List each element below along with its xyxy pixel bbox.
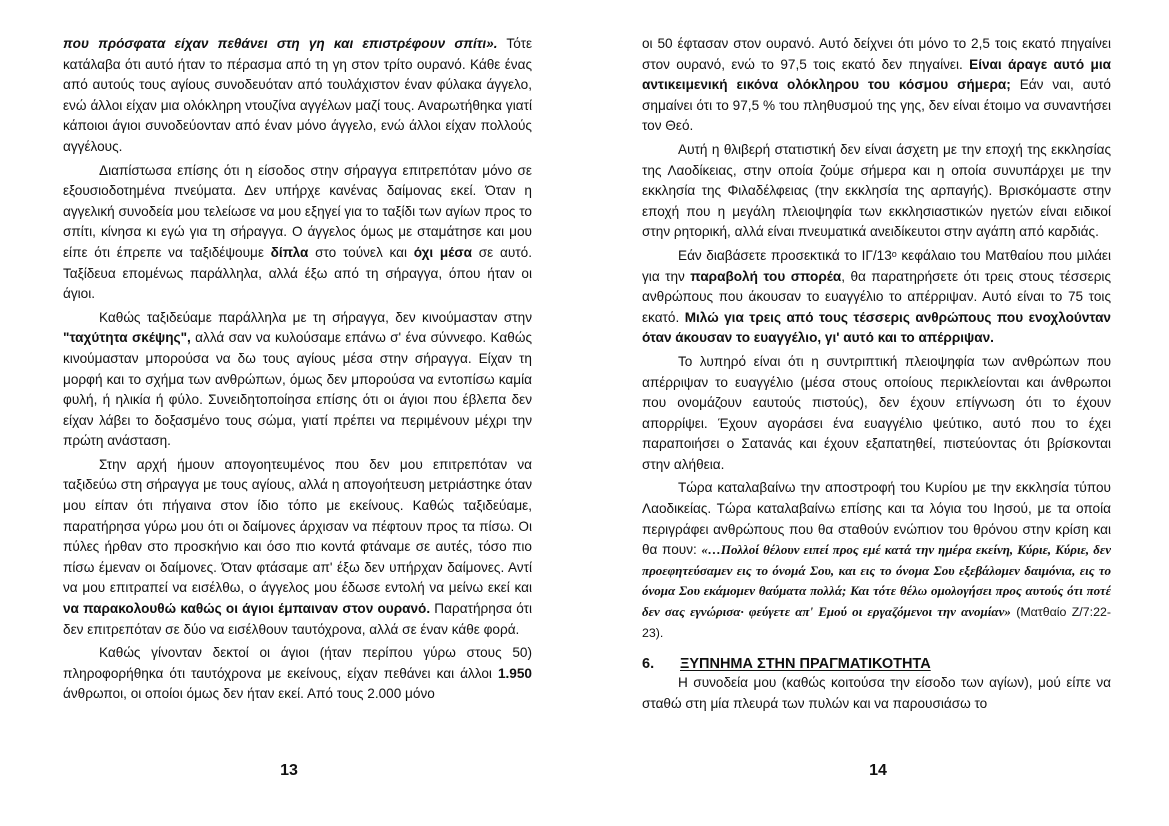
body-text: στο τούνελ και	[308, 244, 414, 260]
bold-text: "ταχύτητα σκέψης",	[63, 330, 191, 346]
paragraph: Η συνοδεία μου (καθώς κοιτούσα την είσοδο των αγίων), μού είπε να σταθώ στη μία πλευρά των πυλών και να παρουσιάσω το	[642, 675, 1111, 711]
emphasis-text: που πρόσφατα είχαν πεθάνει στη γη και επιστρέφουν σπίτι».	[63, 36, 498, 51]
paragraph	[642, 478, 1111, 643]
body-text: Διαπίστωσα επίσης ότι η είσοδος στην σήραγγα επιτρεπόταν μόνο σε εξουσιοδοτημένα πνεύματα. Δεν υπήρχε κανένας δαίμονας εκεί. Όταν η αγγελική συνοδεία μου τελείωσε να μου εξηγεί για το ταξίδι των αγίων προς το σπίτι, κίνησα κι εγώ για τη σήραγγα. Ο άγγελος όμως με σταμάτησε και μου είπε ότι έπρεπε να ταξιδέψουμε	[63, 162, 532, 260]
body-text: Στην αρχή ήμουν απογοητευμένος που δεν μου επιτρεπόταν να ταξιδεύω στη σήραγγα με τους αγίους, αλλά η απογοήτευση μετριάστηκε όταν μου είπαν ότι πήγαινα στον ίδιο τόπο με εκείνους. Καθώς ταξιδεύαμε, παρατήρησα γύρω μου ότι οι δαίμονες άρχισαν να πέφτουν προς τα πίσω. Οι πύλες ήρθαν στο προσκήνιο και όσο πιο κοντά φτάναμε σε αυτές, τόσο πιο πίσω έμεναν οι δαίμονες. Όταν φτάσαμε απ' έξω δεν υπήρχαν δαίμονες. Αντί να μου επιτραπεί να εισέλθω, ο άγγελος μου έδωσε εντολή να μείνω εκεί και	[63, 456, 532, 596]
section-heading	[642, 655, 1111, 673]
page-number: 14	[869, 762, 887, 779]
paragraph	[63, 34, 532, 158]
body-text: Καθώς ταξιδεύαμε παράλληλα με τη σήραγγα, δεν κινούμασταν στην	[99, 309, 532, 325]
body-text: Τώρα καταλαβαίνω την αποστροφή του Κυρίου με την εκκλησία τύπου Λαοδικείας. Τώρα καταλαβαίνω επίσης και τα λόγια του Ιησού, με τα οποία περιγράφει ανθρώπους που θα σταθούν ενώπιον του θρόνου στην κρίση και θα πουν:	[642, 480, 1111, 558]
body-text: σε αυτό. Ταξίδευα επομένως παράλληλα, αλλά έξω από τη σήραγγα, όπου ήταν οι άγιοι.	[63, 244, 532, 302]
paragraph	[63, 308, 532, 452]
section-title: ΞΥΠΝΗΜΑ ΣΤΗΝ ΠΡΑΓΜΑΤΙΚΟΤΗΤΑ	[680, 656, 931, 673]
body-text: άνθρωποι, οι οποίοι όμως δεν ήταν εκεί. Από τους 2.000 μόνο	[63, 686, 435, 702]
body-text: , θα παρατηρήσετε ότι τρεις στους τέσσερις ανθρώπους που άκουσαν το ευαγγέλιο το απέρριψαν. Αυτό είναι το 75 τοις εκατό.	[642, 268, 1111, 325]
page-number: 13	[280, 762, 298, 779]
bold-text: να παρακολουθώ καθώς οι άγιοι έμπαιναν στον ουρανό.	[63, 601, 431, 617]
bold-text: Είναι άραγε αυτό μια αντικειμενική εικόνα ολόκληρου του κόσμου σήμερα;	[642, 56, 1111, 93]
bold-text: Μιλώ για τρεις από τους τέσσερις ανθρώπους που ενοχλούνταν όταν άκουσαν το ευαγγέλιο, γι' αυτό και το απέρριψαν.	[642, 309, 1111, 346]
paragraph	[63, 455, 532, 640]
paragraph: Αυτή η θλιβερή στατιστική δεν είναι άσχετη με την εποχή της εκκλησίας της Λαοδίκειας, στην οποία ζούμε σήμερα και η οποία συνυπάρχει με την εκκλησία της Φιλαδέλφειας (την εκκλησία της αρπαγής). Βρισκόμαστε στην εποχή που η μεγάλη πλειοψηφία των εκκλησιαστικών ηγετών είναι ειδικοί στην ρητορική, αλλά είναι πνευματικά ανειδίκευτοι στην αγάπη από καρδιάς.	[642, 141, 1111, 240]
right-page	[642, 34, 1111, 754]
body-text: Παρατήρησα ότι δεν επιτρεπόταν σε δύο να εισέλθουν ταυτόχρονα, αλλά σε έναν κάθε φορά.	[63, 601, 532, 637]
paragraph: Το λυπηρό είναι ότι η συντριπτική πλειοψηφία των ανθρώπων που απέρριψαν το ευαγγέλιο (μέσα στους οποίους περικλείονται και άνθρωποι που ονομάζουν εαυτούς πιστούς), δεν έχουν επίγνωση ότι το έχουν απορρίψει. Έχουν αγοράσει ένα ευαγγέλιο ψεύτικο, αυτό που το έχει παραποιήσει ο Σατανάς και έχουν εξαπατηθεί, πιστεύοντας ότι βρίσκονται στην αλήθεια.	[642, 353, 1111, 472]
paragraph	[63, 643, 532, 705]
body-text: Τότε κατάλαβα ότι αυτό ήταν το πέρασμα από τη γη στον τρίτο ουρανό. Κάθε ένας από αυτούς τους αγίους συνοδευόταν από τουλάχιστον έναν φύλακα άγγελο, ενώ άλλοι είχαν μια ολόκληρη ντουζίνα αγγέλων μαζί τους. Αναρωτήθηκα γιατί κάποιοι άγιοι συνοδεύονταν από έναν μόνο άγγελο, ενώ άλλοι είχαν πολλούς αγγέλους.	[63, 36, 532, 154]
bold-text: δίπλα	[270, 244, 309, 260]
citation: (Ματθαίο Ζ/7:22-23).	[642, 605, 1111, 640]
scripture-quote: «…Πολλοί θέλουν ειπεί προς εμέ κατά την ημέρα εκείνη, Κύριε, Κύριε, δεν προεφητεύσαμεν εις το όνομά Σου, και εις το όνομα Σου εξεβάλομεν δαιμόνια, εις το όνομα Σου εκάμομεν θαύματα πολλά; Και τότε θέλω ομολογήσει προς αυτούς ότι ποτέ δεν σας εγνώρισα· φεύγετε απ' Εμού οι εργαζόμενοι την ανομίαν»	[642, 542, 1111, 620]
paragraph	[642, 246, 1111, 349]
body-text: οι 50 έφτασαν στον ουρανό. Αυτό δείχνει ότι μόνο τo 2,5 τοις εκατό πηγαίνει στον ουρανό, ενώ το 97,5 τοις εκατό δεν πηγαίνει.	[642, 36, 1111, 72]
paragraph	[63, 161, 532, 305]
section-number: 6.	[642, 656, 655, 673]
body-text: Καθώς γίνονταν δεκτοί οι άγιοι (ήταν περίπου γύρω στους 50) πληροφορήθηκα ότι ταυτόχρονα με εκείνους, είχαν πεθάνει και άλλοι	[63, 645, 532, 681]
body-text: Εάν διαβάσετε προσεκτικά το ΙΓ/13	[678, 247, 892, 263]
body-text: αλλά σαν να κυλούσαμε επάνω σ' ένα σύννεφο. Καθώς κινούμασταν μπορούσα να δω τους αγίους μέσα στην σήραγγα. Είχαν τη μορφή και το σχήμα των ανθρώπων, όμως δεν μπορούσα να εντοπίσω καμία φυλή, ή ηλικία ή φύλο. Συνειδητοποίησα επίσης ότι οι άγιοι που έβλεπα δεν είχαν λάβει το δοξασμένο τους σώμα, γιατί πρέπει να περιμένουν μέχρι την πρώτη ανάσταση.	[63, 330, 532, 449]
body-text: Εάν ναι, αυτό σημαίνει ότι το 97,5 % του πληθυσμού της γης, δεν είναι έτοιμο να συναντήσει τον Θεό.	[642, 77, 1111, 134]
bold-text: παραβολή του σπορέα	[690, 268, 842, 284]
body-text: κεφάλαιο του Ματθαίου που μιλάει για την	[642, 247, 1111, 284]
paragraph	[642, 34, 1111, 137]
bold-text: όχι μέσα	[413, 244, 473, 260]
left-page	[63, 34, 532, 754]
bold-text: 1.950	[497, 665, 532, 681]
superscript: ο	[891, 248, 897, 259]
